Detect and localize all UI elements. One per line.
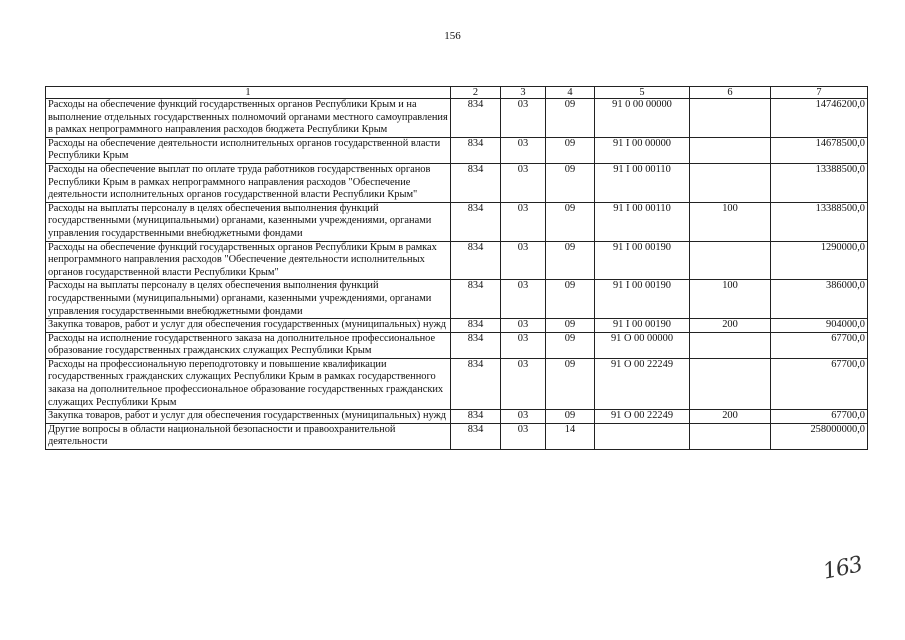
row-subsection-code: 09 — [546, 280, 595, 319]
header-cell: 6 — [690, 87, 771, 99]
table-row — [46, 137, 868, 163]
table-row — [46, 358, 868, 409]
row-expense-type-code — [690, 332, 771, 358]
row-description: Расходы на профессиональную переподготовку и повышение квалификации государственных гражданских служащих Республики Крым в рамках государственного заказа на дополнительное профессиональное образование государственных гражданских служащих Республики Крым — [46, 358, 451, 409]
row-subsection-code: 09 — [546, 137, 595, 163]
row-ministry-code: 834 — [451, 332, 501, 358]
row-ministry-code: 834 — [451, 280, 501, 319]
row-section-code: 03 — [501, 280, 546, 319]
row-ministry-code: 834 — [451, 137, 501, 163]
row-subsection-code: 09 — [546, 332, 595, 358]
row-section-code: 03 — [501, 423, 546, 449]
row-description: Расходы на выплаты персоналу в целях обеспечения выполнения функций государственными (муниципальными) органами, казенными учреждениями, органами управления государственными внебюджетными фондами — [46, 280, 451, 319]
row-description: Закупка товаров, работ и услуг для обеспечения государственных (муниципальных) нужд — [46, 410, 451, 424]
row-subsection-code: 09 — [546, 241, 595, 280]
row-target-item-code: 91 I 00 00190 — [595, 241, 690, 280]
row-subsection-code: 09 — [546, 358, 595, 409]
row-section-code: 03 — [501, 332, 546, 358]
row-amount: 14678500,0 — [771, 137, 868, 163]
row-target-item-code — [595, 423, 690, 449]
row-target-item-code: 91 I 00 00110 — [595, 163, 690, 202]
row-subsection-code: 09 — [546, 163, 595, 202]
row-description: Закупка товаров, работ и услуг для обеспечения государственных (муниципальных) нужд — [46, 319, 451, 333]
table-row — [46, 99, 868, 138]
row-section-code: 03 — [501, 410, 546, 424]
header-cell: 7 — [771, 87, 868, 99]
table-row — [46, 410, 868, 424]
table-row — [46, 423, 868, 449]
row-ministry-code: 834 — [451, 202, 501, 241]
row-expense-type-code: 100 — [690, 280, 771, 319]
row-expense-type-code: 100 — [690, 202, 771, 241]
page-number: 156 — [444, 30, 461, 42]
row-amount: 13388500,0 — [771, 163, 868, 202]
row-amount: 67700,0 — [771, 332, 868, 358]
row-description: Расходы на обеспечение функций государственных органов Республики Крым в рамках непрограммного направления расходов "Обеспечение деятельности исполнительных органов государственной власти Республики Крым" — [46, 241, 451, 280]
row-expense-type-code — [690, 163, 771, 202]
handwritten-page-number: 163 — [820, 552, 865, 585]
row-amount: 14746200,0 — [771, 99, 868, 138]
row-expense-type-code: 200 — [690, 410, 771, 424]
row-section-code: 03 — [501, 319, 546, 333]
row-target-item-code: 91 О 00 22249 — [595, 358, 690, 409]
row-subsection-code: 09 — [546, 202, 595, 241]
row-section-code: 03 — [501, 163, 546, 202]
row-target-item-code: 91 I 00 00110 — [595, 202, 690, 241]
row-description: Расходы на обеспечение деятельности исполнительных органов государственной власти Республики Крым — [46, 137, 451, 163]
row-amount: 67700,0 — [771, 358, 868, 409]
row-target-item-code: 91 О 00 22249 — [595, 410, 690, 424]
row-section-code: 03 — [501, 99, 546, 138]
budget-table — [45, 86, 868, 450]
table-row — [46, 241, 868, 280]
table-row — [46, 332, 868, 358]
header-cell: 3 — [501, 87, 546, 99]
row-amount: 1290000,0 — [771, 241, 868, 280]
row-section-code: 03 — [501, 202, 546, 241]
row-ministry-code: 834 — [451, 358, 501, 409]
row-amount: 258000000,0 — [771, 423, 868, 449]
row-expense-type-code — [690, 358, 771, 409]
row-amount: 13388500,0 — [771, 202, 868, 241]
row-target-item-code: 91 I 00 00190 — [595, 280, 690, 319]
row-target-item-code: 91 0 00 00000 — [595, 99, 690, 138]
row-section-code: 03 — [501, 358, 546, 409]
row-ministry-code: 834 — [451, 99, 501, 138]
header-row — [46, 87, 868, 99]
row-subsection-code: 14 — [546, 423, 595, 449]
row-ministry-code: 834 — [451, 319, 501, 333]
row-target-item-code: 91 О 00 00000 — [595, 332, 690, 358]
header-cell: 1 — [46, 87, 451, 99]
row-expense-type-code — [690, 241, 771, 280]
row-expense-type-code — [690, 137, 771, 163]
row-amount: 904000,0 — [771, 319, 868, 333]
row-description: Расходы на выплаты персоналу в целях обеспечения выполнения функций государственными (муниципальными) органами, казенными учреждениями, органами управления государственными внебюджетными фондами — [46, 202, 451, 241]
row-ministry-code: 834 — [451, 423, 501, 449]
table-row — [46, 163, 868, 202]
header-cell: 2 — [451, 87, 501, 99]
row-subsection-code: 09 — [546, 99, 595, 138]
header-cell: 4 — [546, 87, 595, 99]
row-amount: 386000,0 — [771, 280, 868, 319]
row-section-code: 03 — [501, 241, 546, 280]
row-ministry-code: 834 — [451, 410, 501, 424]
row-expense-type-code — [690, 99, 771, 138]
row-subsection-code: 09 — [546, 319, 595, 333]
row-amount: 67700,0 — [771, 410, 868, 424]
row-expense-type-code: 200 — [690, 319, 771, 333]
table-row — [46, 280, 868, 319]
row-description: Другие вопросы в области национальной безопасности и правоохранительной деятельности — [46, 423, 451, 449]
row-ministry-code: 834 — [451, 241, 501, 280]
row-section-code: 03 — [501, 137, 546, 163]
table-row — [46, 202, 868, 241]
row-target-item-code: 91 I 00 00190 — [595, 319, 690, 333]
table-row — [46, 319, 868, 333]
row-description: Расходы на обеспечение функций государственных органов Республики Крым и на выполнение отдельных государственных полномочий органами местного самоуправления в рамках непрограммного направления расходов бюджета Республики Крым — [46, 99, 451, 138]
row-expense-type-code — [690, 423, 771, 449]
row-target-item-code: 91 I 00 00000 — [595, 137, 690, 163]
row-description: Расходы на исполнение государственного заказа на дополнительное профессиональное образование государственных гражданских служащих Республики Крым — [46, 332, 451, 358]
row-subsection-code: 09 — [546, 410, 595, 424]
row-description: Расходы на обеспечение выплат по оплате труда работников государственных органов Республики Крым в рамках непрограммного направления расходов "Обеспечение деятельности исполнительных органов государственной власти Республики Крым" — [46, 163, 451, 202]
header-cell: 5 — [595, 87, 690, 99]
row-ministry-code: 834 — [451, 163, 501, 202]
